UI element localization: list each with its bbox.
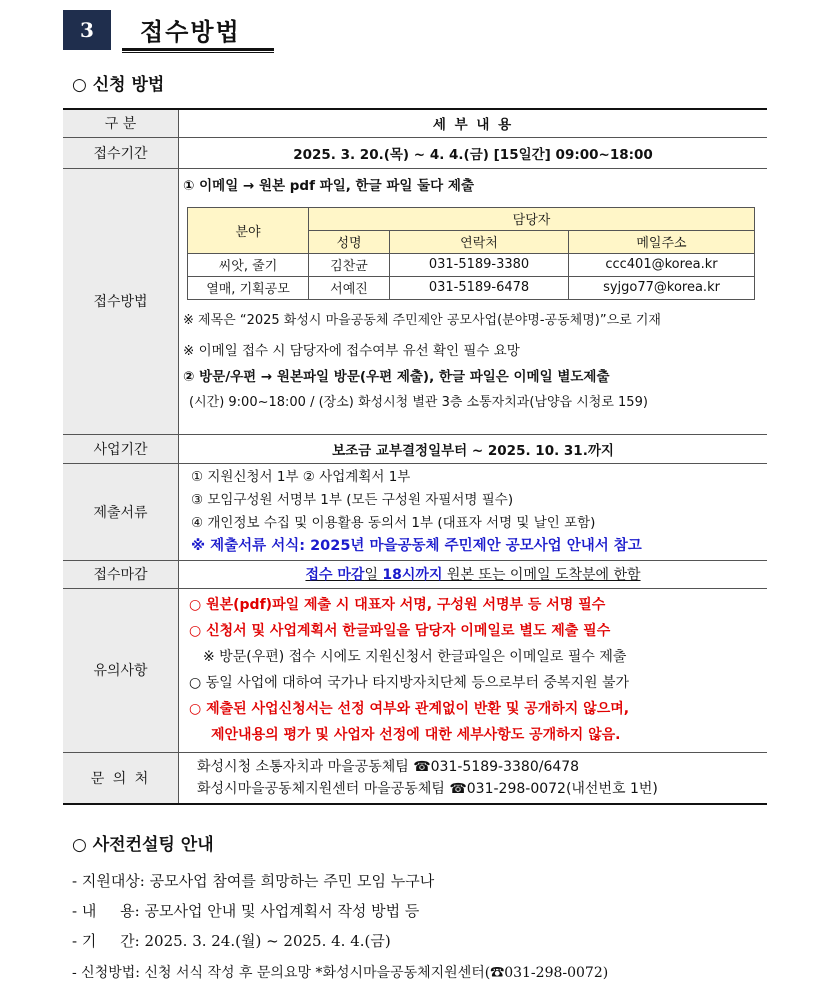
inquiry-line: 화성시마을공동체지원센터 마을공동체팀 ☎031-298-0072(내선번호 1번) [197, 780, 658, 797]
row-deadline [63, 560, 767, 588]
method-visit-item: ② 방문/우편 → 원본파일 방문(우편 제출), 한글 파일은 이메일 별도제출 [183, 368, 610, 385]
note-line: 제안내용의 평가 및 사업자 선정에 대한 세부사항도 공개하지 않음. [211, 727, 621, 743]
method-email-item: ① 이메일 → 원본 pdf 파일, 한글 파일 둘다 제출 [183, 177, 474, 194]
row-inquiry [63, 752, 767, 804]
doc-line: ④ 개인정보 수집 및 이용활용 동의서 1부 (대표자 서명 및 날인 포함) [191, 514, 596, 531]
col-header-category: 구 분 [63, 109, 179, 137]
value-period: 2025. 3. 20.(목) ~ 4. 4.(금) [15일간] 09:00~18:00 [179, 137, 768, 168]
contact-email: syjgo77@korea.kr [569, 276, 755, 299]
contact-header-name: 성명 [309, 230, 390, 253]
row-period [63, 137, 767, 168]
label-deadline: 접수마감 [63, 560, 179, 588]
label-inquiry: 문 의 처 [63, 752, 179, 804]
contact-field: 열매, 기획공모 [188, 276, 309, 299]
note-line: ○ 제출된 사업신청서는 선정 여부와 관계없이 반환 및 공개하지 않으며, [189, 701, 630, 717]
row-method [63, 168, 767, 434]
contact-row [188, 276, 755, 299]
subsection-heading-consulting: ○ 사전컨설팅 안내 [72, 835, 214, 855]
contact-header-phone: 연락처 [390, 230, 569, 253]
table-header-row [63, 109, 767, 137]
contact-name: 서예진 [309, 276, 390, 299]
deadline-emphasis: 접수 마감 [305, 567, 365, 583]
doc-line: ③ 모임구성원 서명부 1부 (모든 구성원 자필서명 필수) [191, 491, 514, 508]
title-underline-thin [122, 52, 274, 53]
deadline-condition: 원본 또는 이메일 도착분에 한함 [442, 567, 641, 583]
note-line: ○ 동일 사업에 대하여 국가나 타지방자치단체 등으로부터 중복지원 불가 [189, 675, 630, 691]
note-line: ※ 방문(우편) 접수 시에도 지원신청서 한글파일은 이메일로 필수 제출 [203, 649, 627, 665]
deadline-time: 18시까지 [382, 567, 443, 583]
row-documents [63, 463, 767, 560]
value-business-period: 보조금 교부결정일부터 ~ 2025. 10. 31.까지 [179, 434, 768, 463]
consulting-line: - 기 간: 2025. 3. 24.(월) ~ 2025. 4. 4.(금) [72, 932, 391, 950]
deadline-day: 일 [364, 567, 383, 583]
row-notes [63, 588, 767, 752]
row-business-period [63, 434, 767, 463]
consulting-line: - 내 용: 공모사업 안내 및 사업계획서 작성 방법 등 [72, 902, 420, 920]
label-period: 접수기간 [63, 137, 179, 168]
inquiry-line: 화성시청 소통자치과 마을공동체팀 ☎031-5189-3380/6478 [197, 758, 580, 775]
doc-template-reference: ※ 제출서류 서식: 2025년 마을공동체 주민제안 공모사업 안내서 참고 [191, 537, 642, 554]
title-underline [122, 48, 274, 51]
contact-header-field: 분야 [188, 207, 309, 253]
contact-row [188, 253, 755, 276]
deadline-text [305, 567, 640, 583]
contact-name: 김찬균 [309, 253, 390, 276]
contact-phone: 031-5189-6478 [390, 276, 569, 299]
section-number-badge: 3 [63, 10, 111, 50]
contact-phone: 031-5189-3380 [390, 253, 569, 276]
method-note-phone-check: ※ 이메일 접수 시 담당자에 접수여부 유선 확인 필수 요망 [183, 342, 520, 359]
label-notes: 유의사항 [63, 588, 179, 752]
col-header-details: 세 부 내 용 [179, 109, 768, 137]
section-title: 접수방법 [140, 18, 241, 46]
subsection-heading-apply-method: ○ 신청 방법 [72, 75, 165, 95]
application-info-table [63, 108, 767, 805]
method-visit-detail: (시간) 9:00~18:00 / (장소) 화성시청 별관 3층 소통자치과(남양읍 시청로 159) [189, 394, 648, 410]
contact-email: ccc401@korea.kr [569, 253, 755, 276]
contact-field: 씨앗, 줄기 [188, 253, 309, 276]
label-documents: 제출서류 [63, 463, 179, 560]
contact-header-manager: 담당자 [309, 207, 755, 230]
method-note-title: ※ 제목은 “2025 화성시 마을공동체 주민제안 공모사업(분야명-공동체명)”으로 기재 [183, 312, 661, 328]
note-line: ○ 원본(pdf)파일 제출 시 대표자 서명, 구성원 서명부 등 서명 필수 [189, 597, 606, 613]
label-business-period: 사업기간 [63, 434, 179, 463]
label-method: 접수방법 [63, 168, 179, 434]
consulting-line: - 신청방법: 신청 서식 작성 후 문의요망 *화성시마을공동체지원센터(☎031-298-0072) [72, 965, 609, 981]
note-line: ○ 신청서 및 사업계획서 한글파일을 담당자 이메일로 별도 제출 필수 [189, 623, 611, 639]
contact-header-email: 메일주소 [569, 230, 755, 253]
doc-line: ① 지원신청서 1부 ② 사업계획서 1부 [191, 468, 411, 485]
consulting-line: - 지원대상: 공모사업 참여를 희망하는 주민 모임 누구나 [72, 872, 435, 890]
contact-table [187, 207, 755, 300]
